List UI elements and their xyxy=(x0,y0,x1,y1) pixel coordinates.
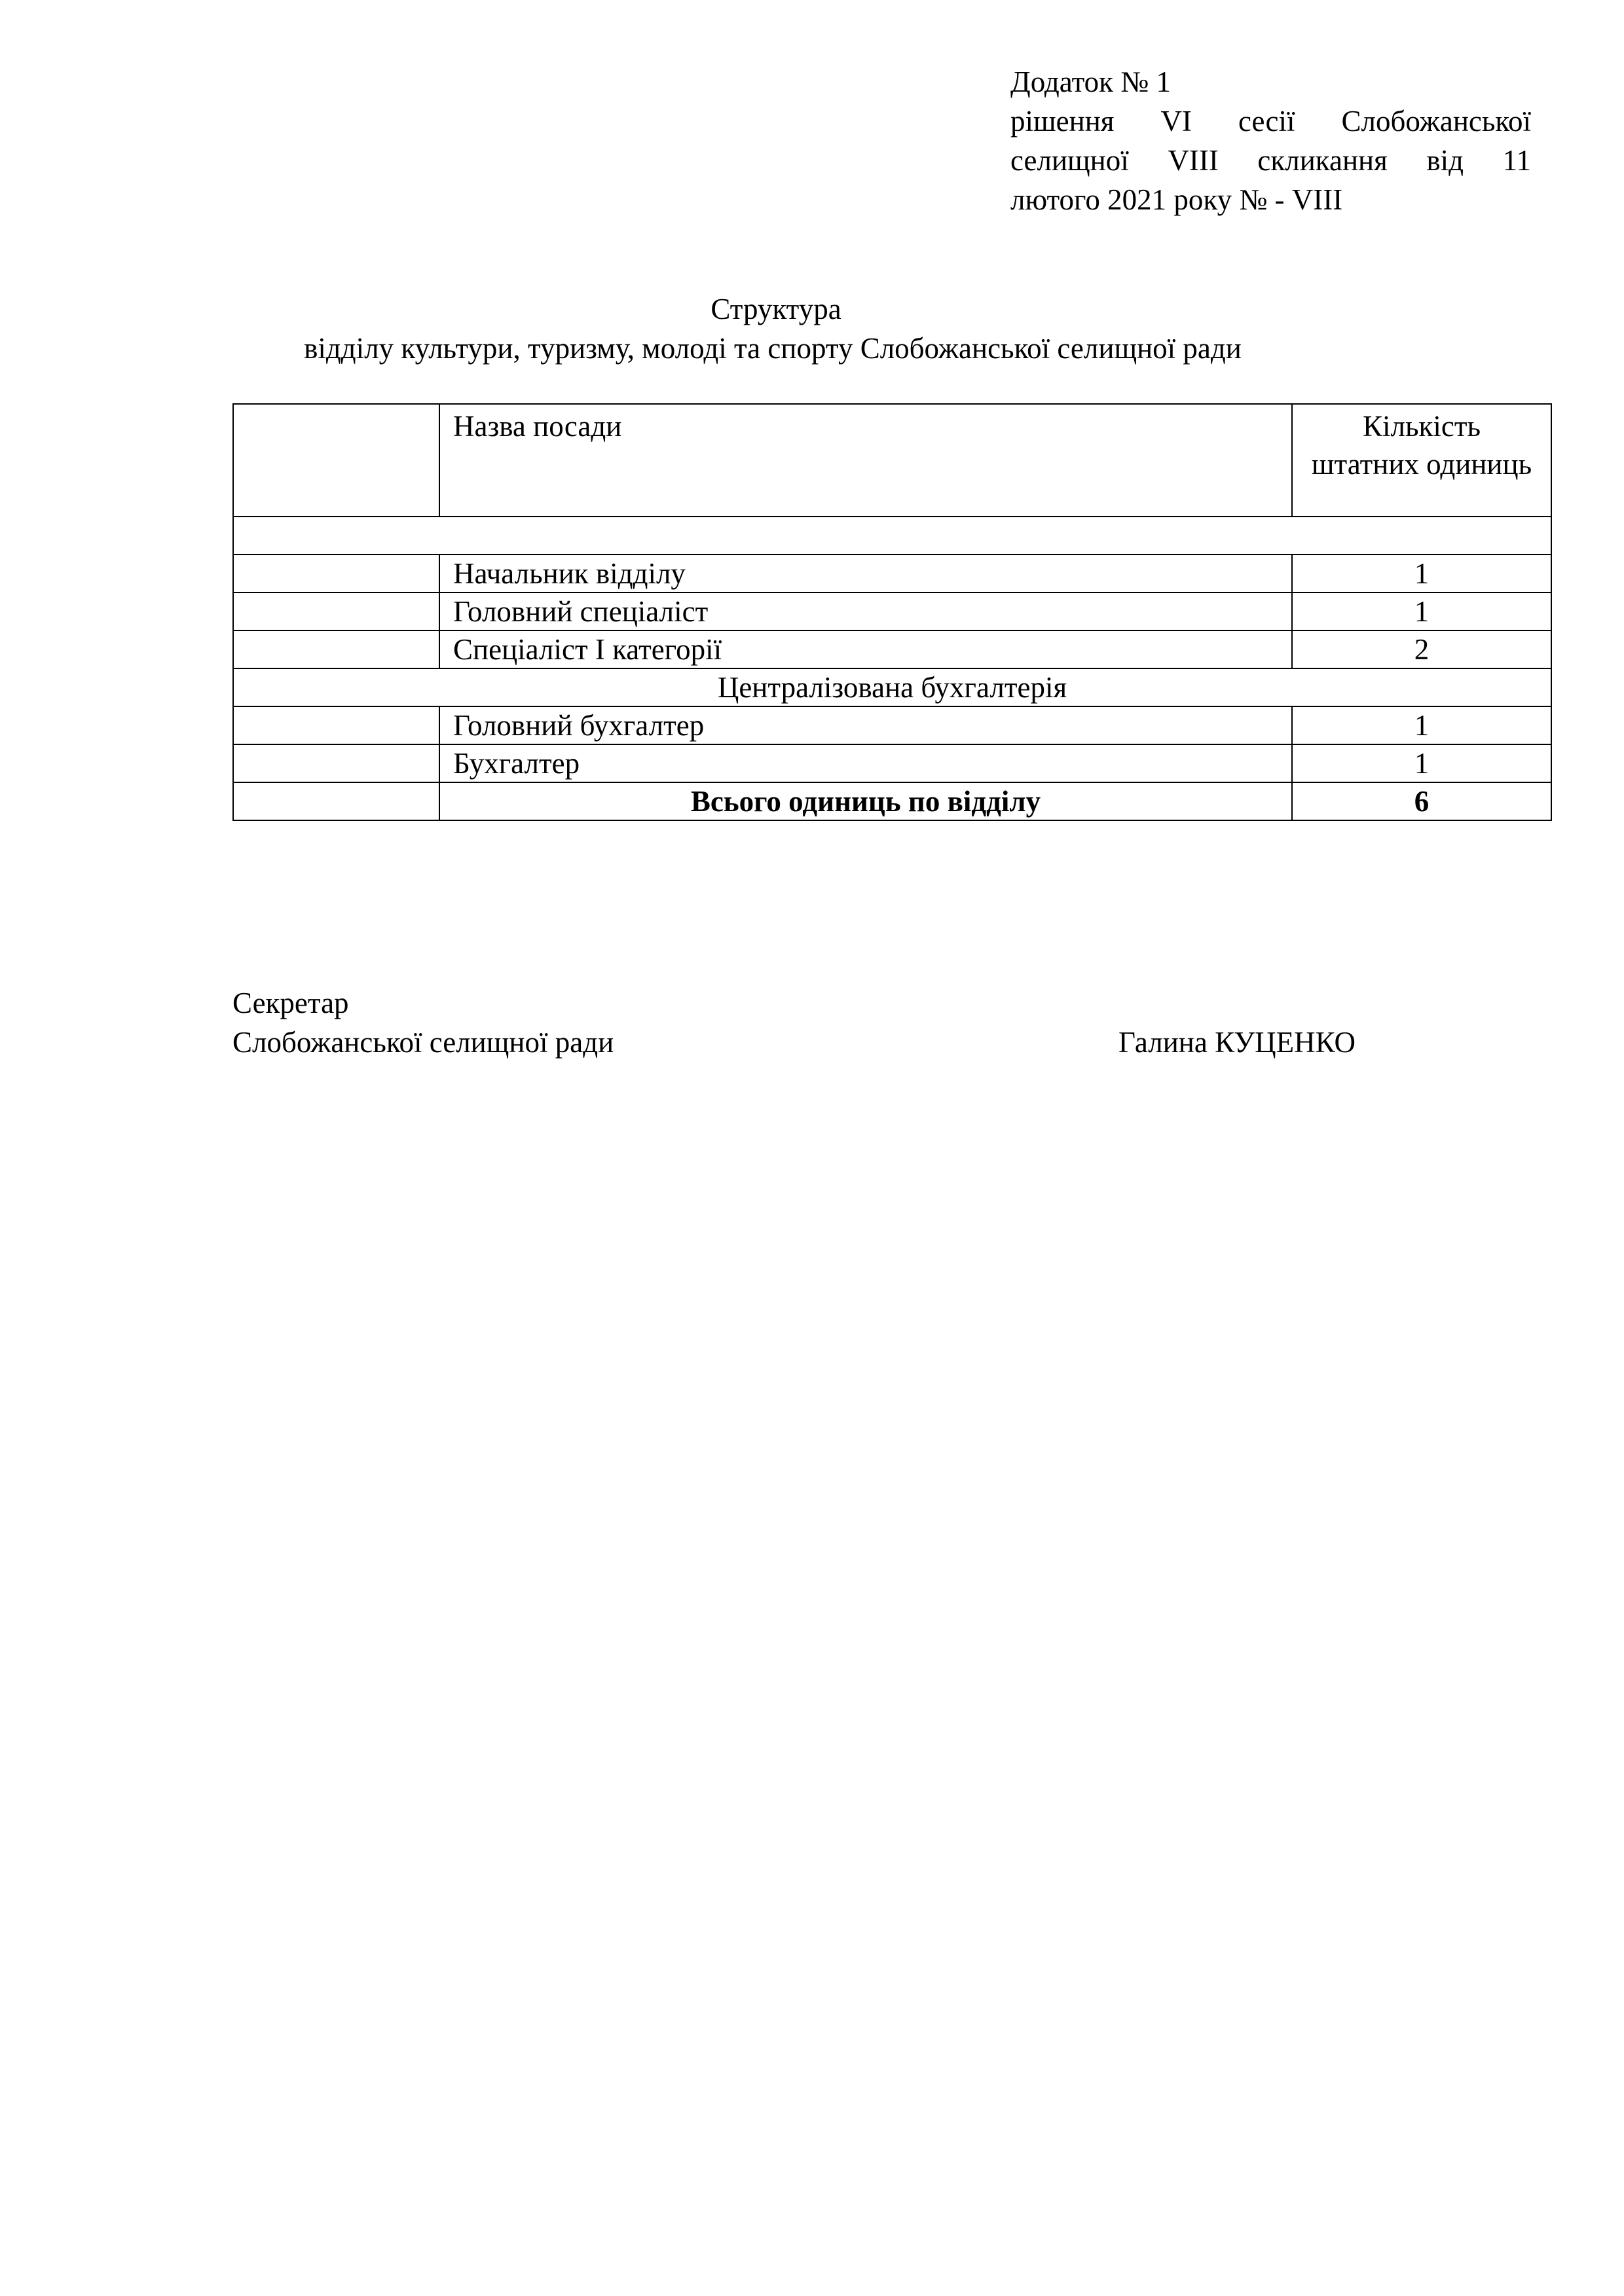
signature-title-secretary: Секретар xyxy=(232,987,349,1019)
row-empty-cell xyxy=(233,592,439,630)
total-staff-count: 6 xyxy=(1292,782,1551,820)
table-section-row xyxy=(233,668,1551,706)
appendix-date-line: лютого 2021 року № - VIII xyxy=(1010,183,1343,216)
row-empty-cell xyxy=(233,630,439,668)
row-empty-cell xyxy=(233,555,439,592)
row-position-name: Головний бухгалтер xyxy=(439,706,1292,744)
table-row xyxy=(233,744,1551,782)
appendix-council-line: селищної VIII скликання від 11 xyxy=(1010,144,1531,177)
total-empty-cell xyxy=(233,782,439,820)
title-department: відділу культури, туризму, молоді та спорту Слобожанської селищної ради xyxy=(304,332,1242,365)
row-staff-count: 1 xyxy=(1292,744,1551,782)
row-staff-count: 1 xyxy=(1292,592,1551,630)
total-label: Всього одиниць по відділу xyxy=(439,782,1292,820)
row-staff-count: 1 xyxy=(1292,555,1551,592)
header-position-name: Назва посади xyxy=(439,404,1292,517)
row-staff-count: 1 xyxy=(1292,706,1551,744)
signature-title-council: Слобожанської селищної ради xyxy=(232,1026,614,1059)
appendix-decision-line: рішення VI сесії Слобожанської xyxy=(1010,105,1531,137)
table-row xyxy=(233,555,1551,592)
staff-structure-table xyxy=(232,403,1552,821)
header-empty-cell xyxy=(233,404,439,517)
title-structure: Структура xyxy=(710,293,841,325)
row-empty-cell xyxy=(233,706,439,744)
row-position-name: Спеціаліст І категорії xyxy=(439,630,1292,668)
row-empty-cell xyxy=(233,744,439,782)
section-title-accounting: Централізована бухгалтерія xyxy=(233,668,1551,706)
table-row xyxy=(233,706,1551,744)
signature-block xyxy=(232,983,1411,1062)
signature-name: Галина КУЦЕНКО xyxy=(1118,1026,1356,1059)
row-position-name: Головний спеціаліст xyxy=(439,592,1292,630)
spacer-cell xyxy=(233,517,1551,555)
appendix-block xyxy=(1010,62,1531,219)
document-title xyxy=(0,289,1624,368)
table-total-row xyxy=(233,782,1551,820)
table-header-row xyxy=(233,404,1551,517)
row-staff-count: 2 xyxy=(1292,630,1551,668)
table-row xyxy=(233,592,1551,630)
row-position-name: Бухгалтер xyxy=(439,744,1292,782)
table-spacer-row xyxy=(233,517,1551,555)
appendix-number: Додаток № 1 xyxy=(1010,65,1171,98)
row-position-name: Начальник відділу xyxy=(439,555,1292,592)
header-staff-count: Кількість штатних одиниць xyxy=(1292,404,1551,517)
table-row xyxy=(233,630,1551,668)
